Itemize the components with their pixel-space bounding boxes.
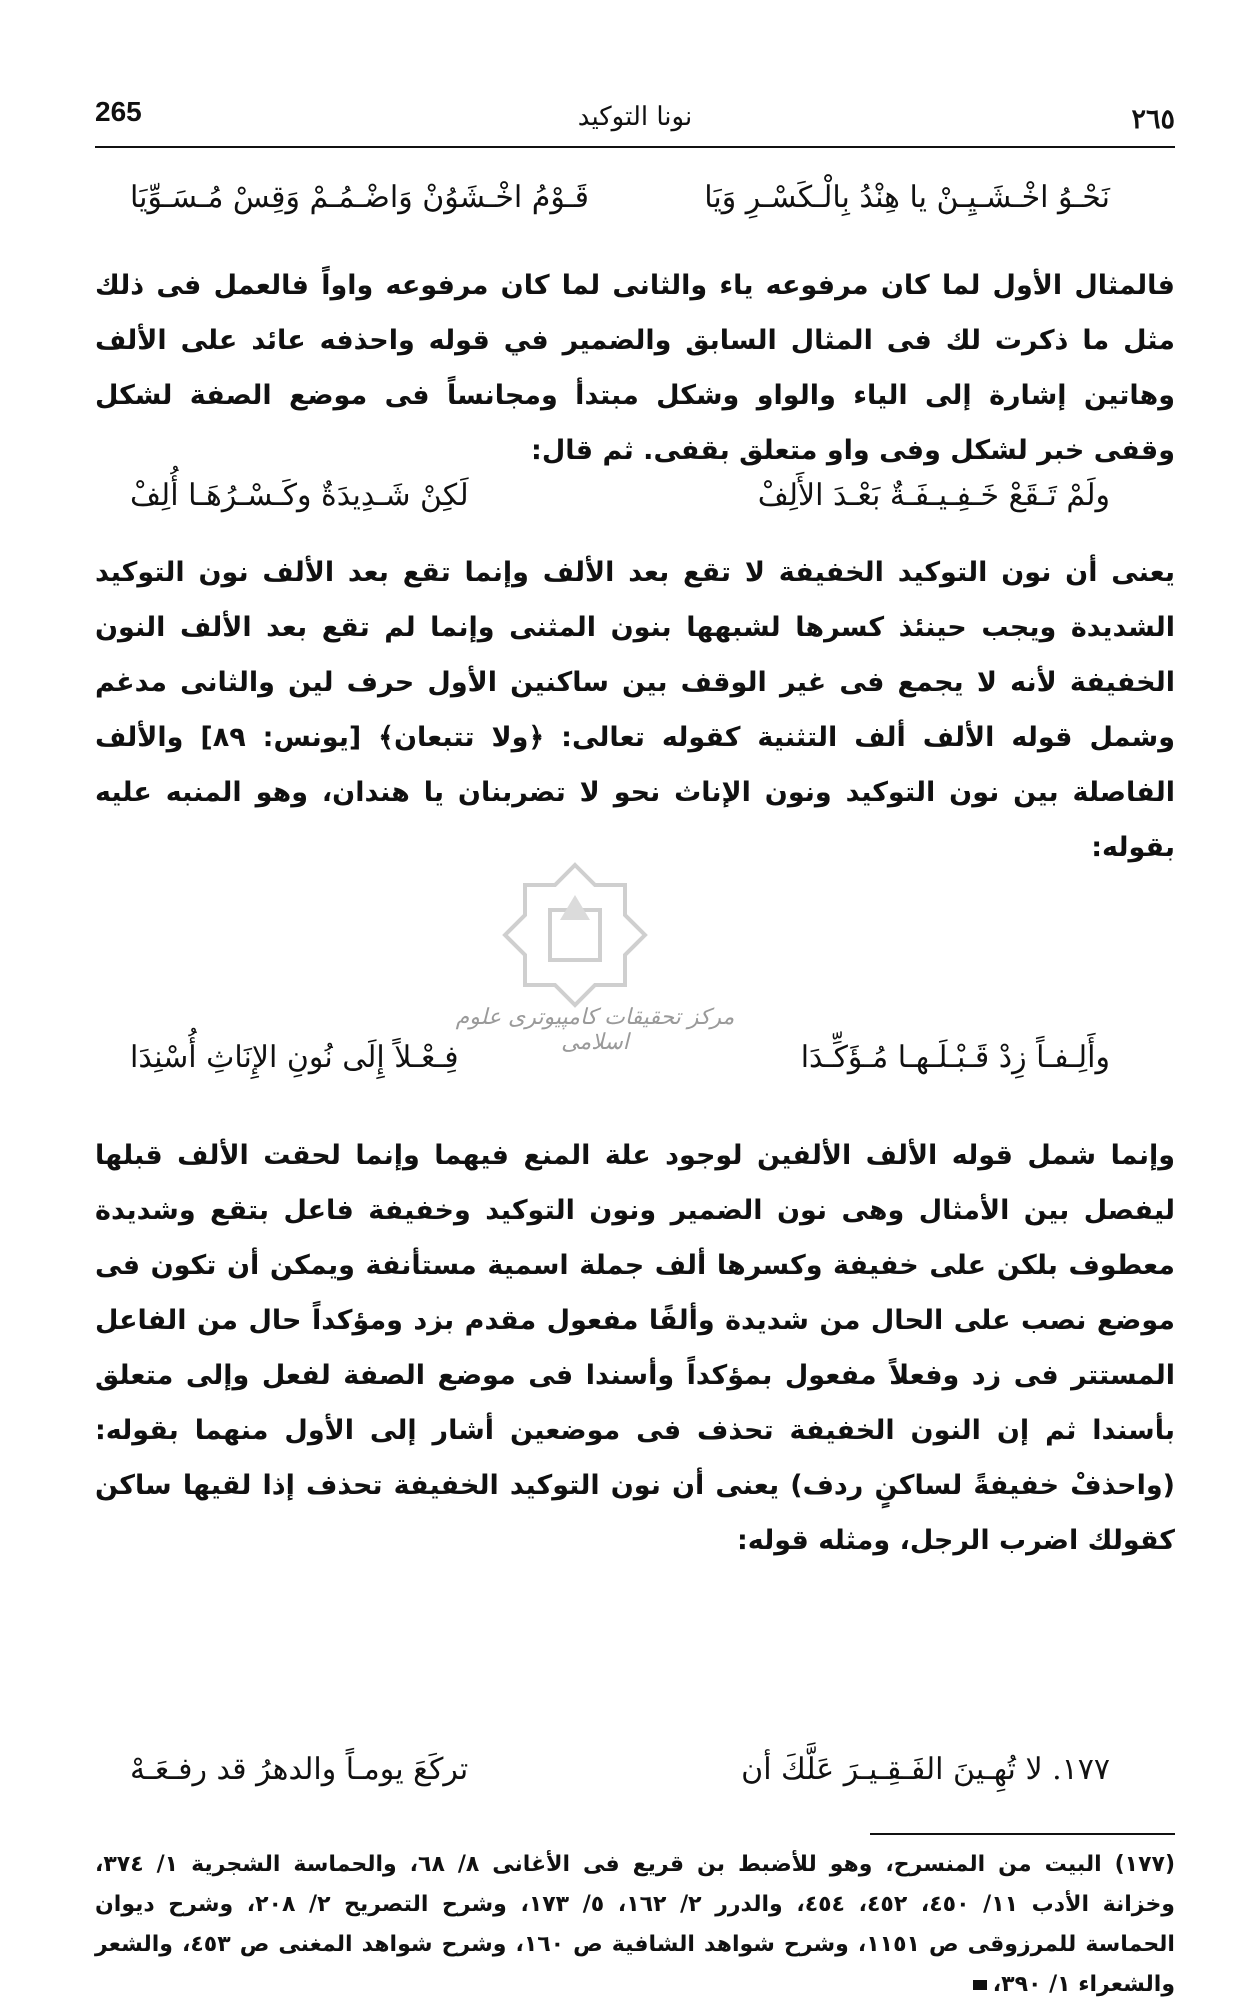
watermark-emblem-icon [500, 860, 650, 1010]
page-number-latin: 265 [95, 96, 142, 127]
header-rule [95, 146, 1175, 148]
verse-1-hemistich-left: قَـوْمُ اخْـشَوُنْ وَاضْـمُـمْ وَقِسْ مُـسَـوِّيَا [130, 180, 589, 215]
footnote [95, 1845, 1175, 2005]
verse-4 [130, 1752, 1110, 1787]
verse-2-hemistich-right: ولَمْ تَـقَعْ خَـفِـيـفَـةٌ بَعْـدَ الأَلِفْ [757, 478, 1110, 513]
verse-1 [130, 180, 1110, 215]
page-header [95, 96, 1175, 146]
verse-number: ١٧٧. [1052, 1752, 1110, 1787]
verse-3-hemistich-right: وأَلِـفـاً زِدْ قَـبْـلَـهـا مُـؤَكِّـدَا [800, 1040, 1110, 1075]
footnote-rule [870, 1833, 1175, 1835]
verse-1-hemistich-right: نَحْـوُ اخْـشَـيِـنْ يا هِنْدُ بِالْـكَسْـرِ وَيَا [704, 180, 1110, 215]
verse-2 [130, 478, 1110, 513]
verse-3-hemistich-left: فِـعْـلاً إِلَى نُونِ الإِنَاثِ أُسْنِدَا [130, 1040, 459, 1075]
paragraph-1: فالمثال الأول لما كان مرفوعه ياء والثانى لما كان مرفوعه واواً فالعمل فى ذلك مثل ما ذكرت لك فى المثال السابق والضمير في قوله واحذفه عائد على الألف وهاتين إشارة إلى الياء والواو وشكل مبتدأ ومجانساً فى موضع الصفة لشكل وقفى خبر لشكل وفى واو متعلق بقفى. ثم قال: [95, 270, 1175, 466]
verse-4-hemistich-left: تركَعَ يومـاً والدهرُ قد رفـعَـهْ [130, 1752, 469, 1787]
verse-4-right-text: لا تُهِـينَ الفَـقِـيـرَ عَلَّكَ أن [741, 1752, 1043, 1787]
page-number-arabic: ٢٦٥ [1131, 104, 1175, 135]
verse-3 [130, 1040, 1110, 1075]
end-mark-icon [973, 1980, 987, 1990]
verse-2-hemistich-left: لَكِنْ شَـدِيدَةٌ وكَـسْـرُهَـا أُلِفْ [130, 478, 469, 513]
running-title: نونا التوكيد [577, 102, 693, 132]
verse-4-hemistich-right [741, 1752, 1110, 1787]
paragraph-2: يعنى أن نون التوكيد الخفيفة لا تقع بعد الألف وإنما تقع بعد الألف نون التوكيد الشديدة ويجب حينئذ كسرها لشبهها بنون المثنى وإنما لم تقع بعد الألف النون الخفيفة لأنه لا يجمع فى غير الوقف بين ساكنين الأول حرف لين والثانى مدغم وشمل قوله الألف ألف التثنية كقوله تعالى: ﴿ولا تتبعان﴾ [يونس: ٨٩] والألف الفاصلة بين نون التوكيد ونون الإناث نحو لا تضربنان يا هندان، وهو المنبه عليه بقوله: [95, 557, 1175, 863]
watermark-text: مرکز تحقیقات کامپیوتری علوم اسلامی [455, 1005, 735, 1055]
footnote-text: (١٧٧) البيت من المنسرح، وهو للأضبط بن قريع فى الأغانى ٨/ ٦٨، والحماسة الشجرية ١/ ٣٧٤، وخزانة الأدب ١١/ ٤٥٠، ٤٥٢، ٤٥٤، والدرر ٢/ ١٦٢، ٥/ ١٧٣، وشرح التصريح ٢/ ٢٠٨، وشرح ديوان الحماسة للمرزوقى ص ١١٥١، وشرح شواهد الشافية ص ١٦٠، وشرح شواهد المغنى ص ٤٥٣، والشعر والشعراء ١/ ٣٩٠، [95, 1852, 1175, 1997]
paragraph-3: وإنما شمل قوله الألف الألفين لوجود علة المنع فيهما وإنما لحقت الألف قبلها ليفصل بين الأمثال وهى نون الضمير ونون التوكيد وخفيفة فاعل بتقع وشديدة معطوف بلكن على خفيفة وكسرها ألف جملة اسمية مستأنفة ويمكن أن تكون فى موضع نصب على الحال من شديدة وألفًا مفعول مقدم بزد ومؤكداً حال من الفاعل المستتر فى زد وفعلاً مفعول بمؤكداً وأسندا فى موضع الصفة لفعل وإلى متعلق بأسندا ثم إن النون الخفيفة تحذف فى موضعين أشار إلى الأول منهما بقوله: (واحذفْ خفيفةً لساكنٍ ردف) يعنى أن نون التوكيد الخفيفة تحذف إذا لقيها ساكن كقولك اضرب الرجل، ومثله قوله: [95, 1140, 1175, 1556]
